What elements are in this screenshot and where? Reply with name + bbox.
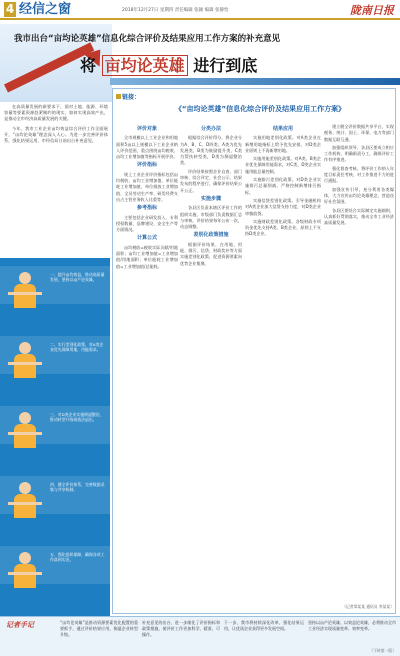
reporter-notes-label: 记者手记: [6, 621, 34, 629]
person-figure-icon: [8, 342, 42, 388]
section-paragraph: 主要包括企业研发投入、专利授权数量、品牌建设、安全生产等方面情况。: [116, 214, 178, 233]
continuation-note: （下转第一版）: [369, 648, 396, 653]
person-figure-icon: [8, 412, 42, 458]
section-heading: 参考指标: [136, 205, 157, 212]
section-paragraph: 实施用能差别化政策。对A类、B类企业优先保障用能需求，对C类、D类企业实施用能总量控制。: [245, 156, 321, 174]
page-number: 4: [5, 2, 15, 16]
section-heading: 评价指标: [136, 162, 157, 169]
section-paragraph: 评价结果按照企业自查、部门审核、综合评定、社会公示、结果发布的程序进行，确保评价结果公开公正。: [180, 168, 242, 193]
panel-caption: 四、健全评价体系，完善数据采集与共享机制。: [50, 482, 105, 493]
person-figure-icon: [8, 552, 42, 598]
section-paragraph: 建立健全评价数据共享平台，实现税务、统计、国土、环保、电力等部门数据互联互通。: [324, 124, 394, 142]
section-paragraph: 实施信贷差别化政策。引导金融机构对A类企业加大信贷支持力度，对D类企业审慎放贷。: [245, 197, 321, 216]
headline-subtitle: 我市出台“亩均论英雄”信息化综合评价及结果应用工作方案的补充意见: [14, 34, 281, 44]
document-column: [116, 124, 178, 614]
notes-paragraph: 坚持以亩产论英雄、以效益论英雄，必将推动全市工业经济实现质量变革、效率变革。: [308, 620, 396, 631]
notes-paragraph: 补充意见的出台，进一步细化了评价指标和政策措施，使评价工作更加科学、精准、可操作。: [142, 620, 220, 637]
byline: （记者郑某某 通讯员 李某某）: [342, 604, 394, 609]
section-heading: 计算公式: [136, 235, 157, 242]
section-paragraph: 根据综合评价得分，将企业分为A、B、C、D四类。A类为优先发展类，B类为鼓励提升类，C类为帮扶转型类，D类为倒逼整治类。: [180, 135, 242, 166]
document-column: [324, 124, 394, 614]
section-paragraph: 全市规模以上工业企业和用地面积5亩以上规模以下工业企业纳入评价范围，重点围绕亩均税收、亩均工业增加值等指标开展评价。: [116, 135, 178, 160]
lead-paragraph: 在高质量发展的新要求下，面对土地、能源、环境容量等要素资源趋紧制约的现实，如何实现高效产出，是推动全市经济高质量发展的关键。: [4, 104, 108, 122]
notes-paragraph: “亩均论英雄”是推动资源要素优化配置的重要抓手，通过评价结果应用，倒逼企业转型升级。: [60, 620, 138, 637]
person-figure-icon: [8, 272, 42, 318]
section-paragraph: 各县区负责本辖区评价工作的组织实施，市级部门负责数据汇总与审核，评价结果每年公布一次，动态调整。: [180, 205, 242, 230]
panel-caption: 一、提升亩均效益，推动高质量发展，坚持以亩产论英雄。: [50, 272, 105, 283]
page-header: [0, 0, 400, 20]
section-paragraph: 实施用地差别化政策。对A类企业在新增用地指标上给予优先安排，对D类企业原则上不再新增用地。: [245, 135, 321, 153]
newspaper-logo: 陇南日报: [350, 4, 394, 17]
headline-post: 进行到底: [193, 56, 258, 75]
headline-highlight: 亩均论英雄: [102, 55, 188, 76]
section-title: 经信之窗: [19, 2, 72, 17]
panel-caption: 三、对D类企业实施倒逼整治，推动转型升级或依法退出。: [50, 412, 104, 423]
link-tag: [116, 92, 140, 101]
square-bullet-icon: [116, 94, 121, 99]
document-title: 《“亩均论英雄”信息化综合评价及结果应用工作方案》: [174, 105, 346, 113]
decor-strip: [110, 78, 400, 85]
panel-caption: 五、强化组织保障，确保各项工作落到实处。: [50, 552, 105, 563]
section-heading: 实施步骤: [200, 195, 221, 202]
section-paragraph: 实施排污差别化政策。对D类企业实施排污总量削减，严格控制新增排污指标。: [245, 177, 321, 195]
lead-article: [4, 104, 108, 147]
panel-caption: 二、实行差别化政策，对A类企业优先保障用地、用能需求。: [50, 342, 104, 353]
section-heading: 差别化政策措施: [193, 232, 229, 239]
document-column: [245, 124, 321, 614]
section-paragraph: 加强组织领导。各县区要成立相应工作机构，明确职责分工，确保评价工作有序推进。: [324, 144, 394, 163]
document-column: [180, 124, 242, 614]
headline-pre: 将: [80, 56, 97, 75]
section-paragraph: 强化督查考核。将评价工作纳入年度目标责任考核，对工作推进不力的进行通报。: [324, 165, 394, 184]
section-heading: 结果应用: [272, 126, 293, 132]
illustration-panel: [0, 258, 110, 618]
link-tag-label: 链接：: [122, 94, 141, 101]
section-heading: 评价对象: [136, 126, 157, 132]
issue-meta: 2018年12月27日 星期四 责任编辑 张颖 编辑 张静怡: [122, 8, 229, 13]
notes-paragraph: 下一步，我市将持续深化改革，强化结果运用，让优质企业获得更多发展空间。: [224, 620, 304, 631]
section-paragraph: 根据评价结果，在用地、用能、排污、信贷、财政奖补等方面实施差别化政策，促进资源要素向优势企业集聚。: [180, 241, 242, 266]
section-paragraph: 规上工业企业评价指标包括亩均税收、亩均工业增加值、单位能耗工业增加值、单位排放工业增加值、全员劳动生产率、研发经费支出占主营业务收入比重等。: [116, 171, 178, 202]
person-figure-icon: [8, 482, 42, 528]
section-paragraph: 亩均税收=税收实际贡献/用地面积；亩均工业增加值=工业增加值/用地面积；单位能耗工业增加值=工业增加值/总能耗。: [116, 244, 178, 269]
headline-main: [80, 53, 257, 76]
section-heading: 分类办法: [200, 126, 221, 132]
lead-paragraph: 今年，我市工业企业亩均效益综合评价工作全面展开，“亩均论英雄”理念深入人心。为进一步完善评价体系，强化结果运用，市经信局日前出台补充意见。: [4, 125, 108, 144]
section-paragraph: 加强宣传引导。充分利用各类媒体，大力宣传亩均论英雄理念，营造良好社会氛围。: [324, 186, 394, 205]
section-paragraph: 各县区要结合实际制定实施细则，认真抓好贯彻落实，推动全市工业经济高质量发展。: [324, 207, 394, 226]
section-paragraph: 实施财政差别化政策。各级财政专项资金优先支持A类、B类企业，原则上不支持D类企业。: [245, 218, 321, 237]
